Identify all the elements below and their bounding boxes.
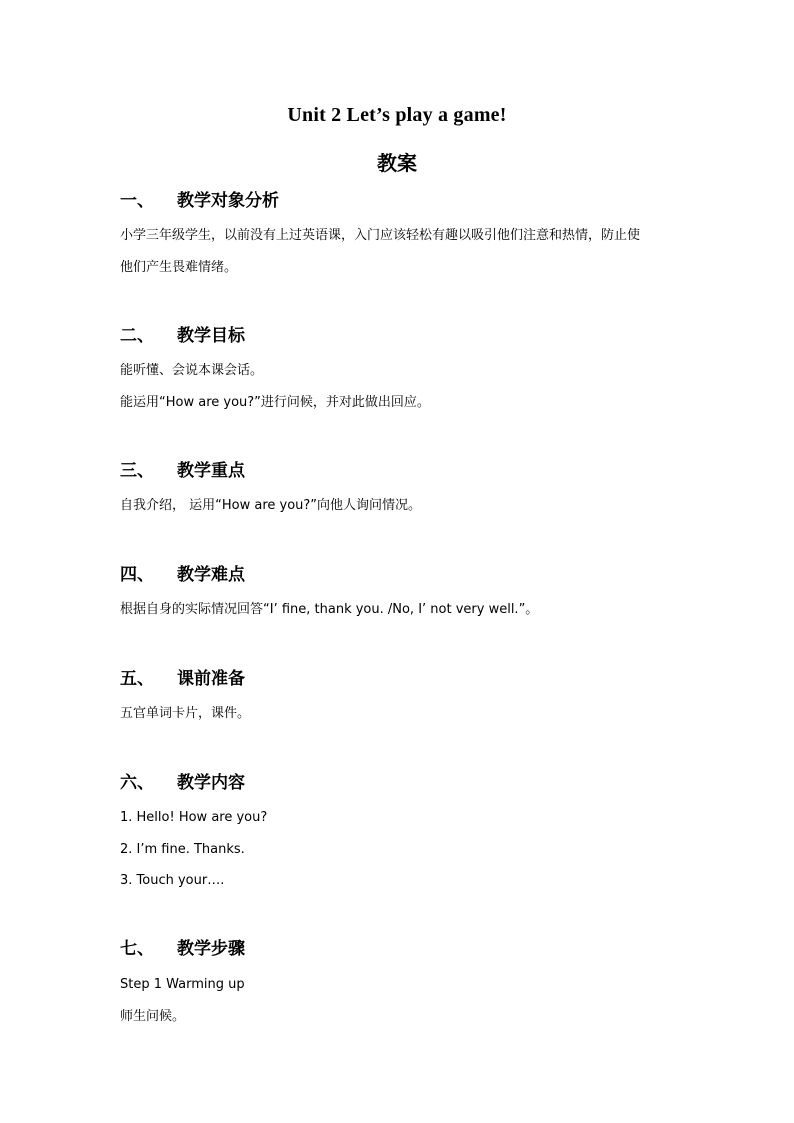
section-title: 课前准备 xyxy=(177,669,245,689)
section-5 xyxy=(120,666,700,721)
body-line: 能听懂、会说本课会话。 xyxy=(120,363,264,378)
section-4 xyxy=(120,562,700,617)
section-7 xyxy=(120,936,700,1024)
section-heading xyxy=(120,666,700,692)
section-number: 五、 xyxy=(120,669,154,689)
section-title: 教学重点 xyxy=(177,461,245,481)
section-heading xyxy=(120,323,700,349)
section-number: 二、 xyxy=(120,326,154,346)
section-number: 三、 xyxy=(120,461,154,481)
section-title: 教学内容 xyxy=(177,773,245,793)
body-line: 能运用“How are you?”进行问候，并对此做出回应。 xyxy=(120,395,430,410)
body-line: 五官单词卡片，课件。 xyxy=(120,706,251,721)
body-line: 自我介绍， 运用“How are you?”向他人询问情况。 xyxy=(120,498,422,513)
body-line: 师生问候。 xyxy=(120,1009,186,1024)
section-number: 四、 xyxy=(120,565,154,585)
body-line: 根据自身的实际情况回答“I’ fine, thank you. /No, I’ not very well.”。 xyxy=(120,602,539,617)
section-heading xyxy=(120,188,700,214)
section-1 xyxy=(120,188,700,275)
section-2 xyxy=(120,323,700,410)
section-title: 教学对象分析 xyxy=(177,191,279,211)
section-3 xyxy=(120,458,700,513)
section-number: 六、 xyxy=(120,773,154,793)
section-number: 七、 xyxy=(120,939,154,959)
body-line: 小学三年级学生，以前没有上过英语课，入门应该轻松有趣以吸引他们注意和热情，防止使 xyxy=(120,228,641,243)
list-item: 3. Touch your…. xyxy=(120,873,225,888)
section-number: 一、 xyxy=(120,191,154,211)
body-line: Step 1 Warming up xyxy=(120,977,245,992)
section-heading xyxy=(120,458,700,484)
section-title: 教学目标 xyxy=(177,326,245,346)
section-heading xyxy=(120,936,700,962)
section-heading xyxy=(120,562,700,588)
body-line: 他们产生畏难情绪。 xyxy=(120,260,238,275)
list-item: 1. Hello! How are you? xyxy=(120,810,268,825)
section-heading xyxy=(120,770,700,796)
document-title: Unit 2 Let’s play a game! xyxy=(287,104,507,126)
list-item: 2. I’m fine. Thanks. xyxy=(120,842,245,857)
document-subtitle: 教案 xyxy=(377,153,417,175)
section-title: 教学难点 xyxy=(177,565,245,585)
section-6 xyxy=(120,770,700,888)
section-title: 教学步骤 xyxy=(177,939,245,959)
